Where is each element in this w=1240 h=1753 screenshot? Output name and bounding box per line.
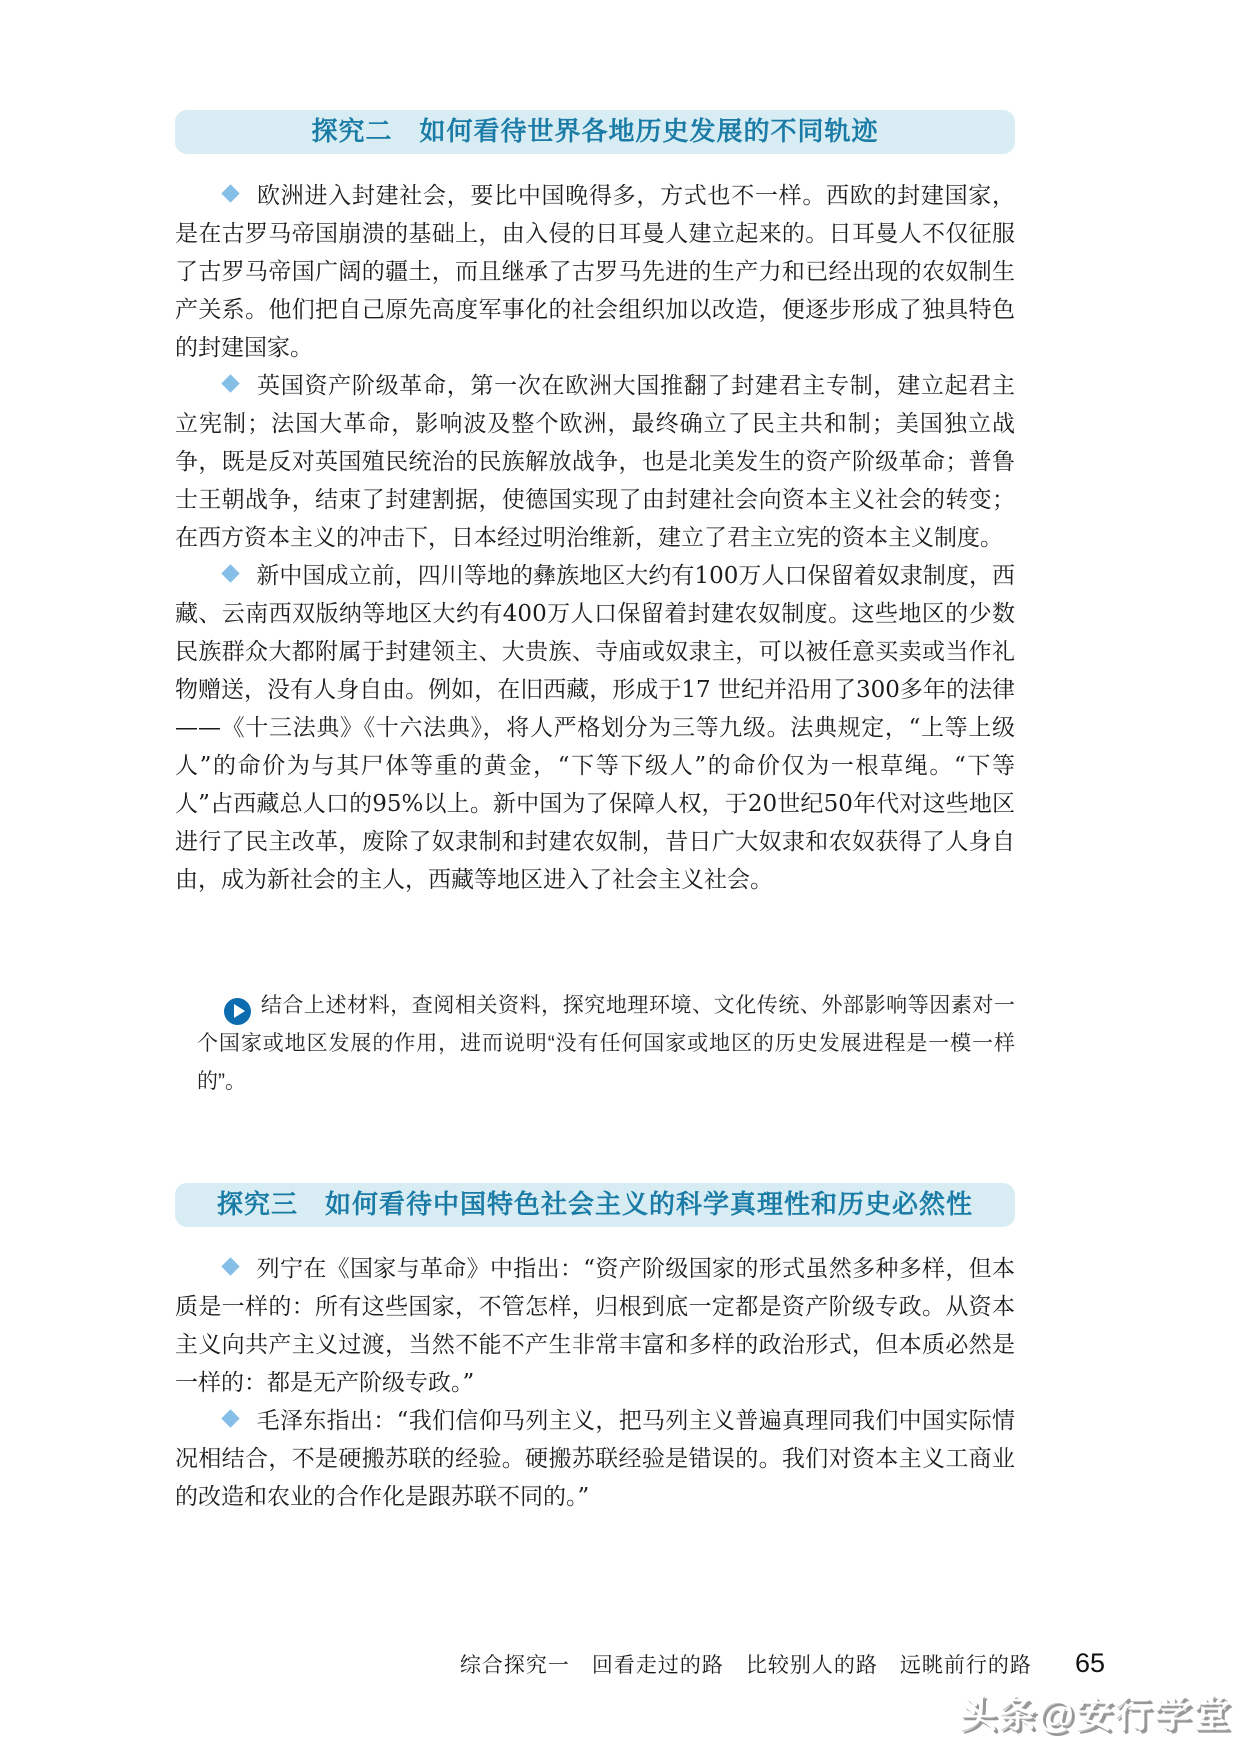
paragraph-text: 毛泽东指出：“我们信仰马列主义，把马列主义普遍真理同我们中国实际情况相结合，不是硬搬苏联的经验。硬搬苏联经验是错误的。我们对资本主义工商业的改造和农业的合作化是跟苏联不同的。”	[175, 1408, 1016, 1510]
section-banner-title: 探究二 如何看待世界各地历史发展的不同轨迹	[311, 117, 879, 147]
material-paragraph	[175, 1250, 1015, 1402]
paragraph-text: 列宁在《国家与革命》中指出：“资产阶级国家的形式虽然多种多样，但本质是一样的：所有这些国家，不管怎样，归根到底一定都是资产阶级专政。从资本主义向共产主义过渡，当然不能不产生非常丰富和多样的政治形式，但本质必然是一样的：都是无产阶级专政。”	[175, 1256, 1016, 1396]
footer-page-number: 65	[1074, 1648, 1105, 1678]
paragraph-text: 英国资产阶级革命，第一次在欧洲大国推翻了封建君主专制，建立起君主立宪制；法国大革命，影响波及整个欧洲，最终确立了民主共和制；美国独立战争，既是反对英国殖民统治的民族解放战争，也是北美发生的资产阶级革命；普鲁士王朝战争，结束了封建割据，使德国实现了由封建社会向资本主义社会的转变；在西方资本主义的冲击下，日本经过明治维新，建立了君主立宪的资本主义制度。	[175, 373, 1016, 551]
diamond-bullet-icon	[221, 1409, 239, 1427]
footer-chapter-title: 综合探究一 回看走过的路 比较别人的路 远眺前行的路	[459, 1653, 1032, 1677]
section-banner-inquiry-2	[175, 110, 1015, 154]
section-banner-inquiry-3	[175, 1183, 1015, 1227]
material-paragraph	[175, 1402, 1015, 1516]
watermark-text: 头条@安行学堂	[959, 1694, 1232, 1735]
diamond-bullet-icon	[221, 374, 239, 392]
page-content-column	[175, 0, 1015, 1516]
material-paragraph	[175, 177, 1015, 367]
diamond-bullet-icon	[221, 564, 239, 582]
activity-prompt-text: 结合上述材料，查阅相关资料，探究地理环境、文化传统、外部影响等因素对一个国家或地区发展的作用，进而说明“没有任何国家或地区的历史发展进程是一模一样的”。	[197, 994, 1015, 1093]
diamond-bullet-icon	[221, 184, 239, 202]
section-banner-title: 探究三 如何看待中国特色社会主义的科学真理性和历史必然性	[216, 1190, 973, 1220]
diamond-bullet-icon	[221, 1257, 239, 1275]
paragraph-text: 新中国成立前，四川等地的彝族地区大约有100万人口保留着奴隶制度，西藏、云南西双版纳等地区大约有400万人口保留着封建农奴制度。这些地区的少数民族群众大都附属于封建领主、大贵族、寺庙或奴隶主，可以被任意买卖或当作礼物赠送，没有人身自由。例如，在旧西藏，形成于17 世纪并沿用了300多年的法律——《十三法典》《十六法典》，将人严格划分为三等九级。法典规定，“上等上级人”的命价为与其尸体等重的黄金，“下等下级人”的命价仅为一根草绳。“下等人”占西藏总人口的95%以上。新中国为了保障人权，于20世纪50年代对这些地区进行了民主改革，废除了奴隶制和封建农奴制，昔日广大奴隶和农奴获得了人身自由，成为新社会的主人，西藏等地区进入了社会主义社会。	[175, 563, 1016, 893]
material-paragraph	[175, 557, 1015, 899]
page-footer	[0, 1648, 1105, 1679]
arrow-circle-icon	[224, 998, 251, 1025]
activity-prompt	[197, 987, 1015, 1101]
paragraph-text: 欧洲进入封建社会，要比中国晚得多，方式也不一样。西欧的封建国家，是在古罗马帝国崩溃的基础上，由入侵的日耳曼人建立起来的。日耳曼人不仅征服了古罗马帝国广阔的疆土，而且继承了古罗马先进的生产力和已经出现的农奴制生产关系。他们把自己原先高度军事化的社会组织加以改造，便逐步形成了独具特色的封建国家。	[175, 183, 1016, 361]
material-paragraph	[175, 367, 1015, 557]
